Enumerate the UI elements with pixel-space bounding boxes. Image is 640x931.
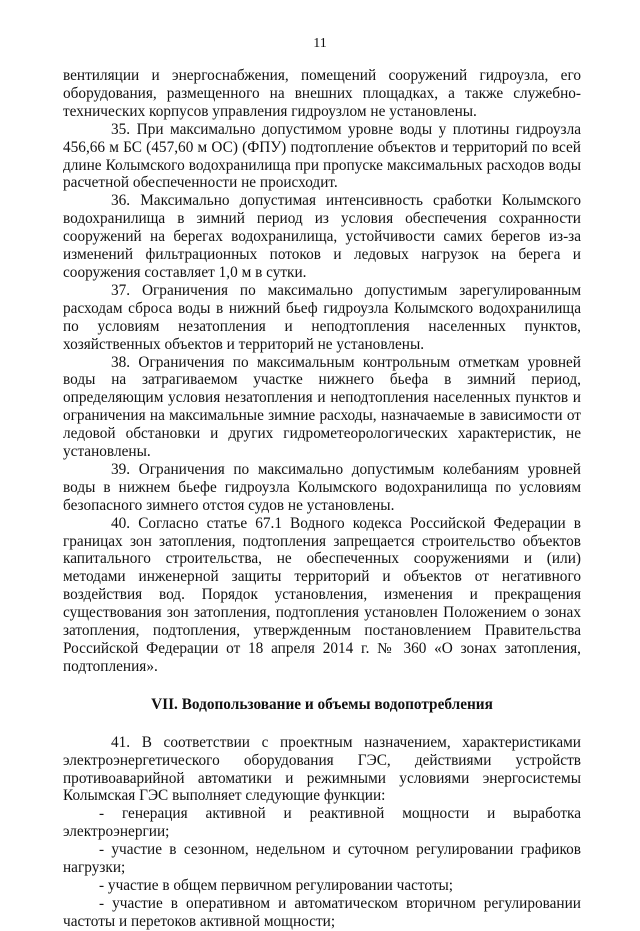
section-heading: VII. Водопользование и объемы водопотребления: [151, 695, 493, 713]
paragraph-continuation: вентиляции и энергоснабжения, помещений сооружений гидроузла, его оборудования, размещенного на внешних площадках, а также служебно-технических корпусов управления гидроузлом не установлены.: [63, 67, 581, 120]
list-item: - участие в сезонном, недельном и суточном регулировании графиков нагрузки;: [63, 841, 581, 877]
paragraph-40: 40. Согласно статье 67.1 Водного кодекса Российской Федерации в границах зон затопления, подтопления запрещается строительство объектов капитального строительства, не обеспеченных сооружениями и (или) методами инженерной защиты территорий и объектов от негативного воздействия вод. Порядок установления, изменения и прекращения существования зон затопления, подтопления установлен Положением о зонах затопления, подтопления, утвержденным постановлением Правительства Российской Федерации от 18 апреля 2014 г. № 360 «О зонах затопления, подтопления».: [63, 514, 581, 675]
page-number: 11: [313, 36, 327, 51]
list-item: - участие в общем первичном регулировании частоты;: [99, 876, 454, 894]
list-item: - генерация активной и реактивной мощности и выработка электроэнергии;: [63, 805, 581, 841]
paragraph-41: 41. В соответствии с проектным назначением, характеристиками электроэнергетического оборудования ГЭС, действиями устройств противоаварийной автоматики и режимными условиями энергосистемы Колымская ГЭС выполняет следующие функции:: [63, 733, 581, 805]
paragraph-37: 37. Ограничения по максимально допустимым зарегулированным расходам сброса воды в нижний бьеф гидроузла Колымского водохранилища по условиям незатопления и неподтопления населенных пунктов, хозяйственных объектов и территорий не установлены.: [63, 281, 581, 353]
paragraph-38: 38. Ограничения по максимальным контрольным отметкам уровней воды на затрагиваемом участке нижнего бьефа в зимний период, определяющим условия незатопления и неподтопления населенных пунктов и ограничения на максимальные зимние расходы, назначаемые в зависимости от ледовой обстановки и других гидрометеорологических характеристик, не установлены.: [63, 353, 581, 461]
list-item: - участие в оперативном и автоматическом вторичном регулировании частоты и перетоков активной мощности;: [63, 894, 581, 930]
paragraph-39: 39. Ограничения по максимально допустимым колебаниям уровней воды в нижнем бьефе гидроузла Колымского водохранилища по условиям безопасного зимнего отстоя судов не установлены.: [63, 460, 581, 514]
paragraph-36: 36. Максимально допустимая интенсивность сработки Колымского водохранилища в зимний период из условия обеспечения сохранности сооружений на берегах водохранилища, устойчивости самих берегов из-за изменений фильтрационных потоков и ледовых нагрузок на берега и сооружения составляет 1,0 м в сутки.: [63, 192, 581, 281]
document-body: [63, 67, 581, 931]
paragraph-35: 35. При максимально допустимом уровне воды у плотины гидроузла 456,66 м БС (457,60 м ОС) (ФПУ) подтопление объектов и территорий по всей длине Колымского водохранилища при пропуске максимальных расходов воды расчетной обеспеченности не происходит.: [63, 120, 581, 192]
